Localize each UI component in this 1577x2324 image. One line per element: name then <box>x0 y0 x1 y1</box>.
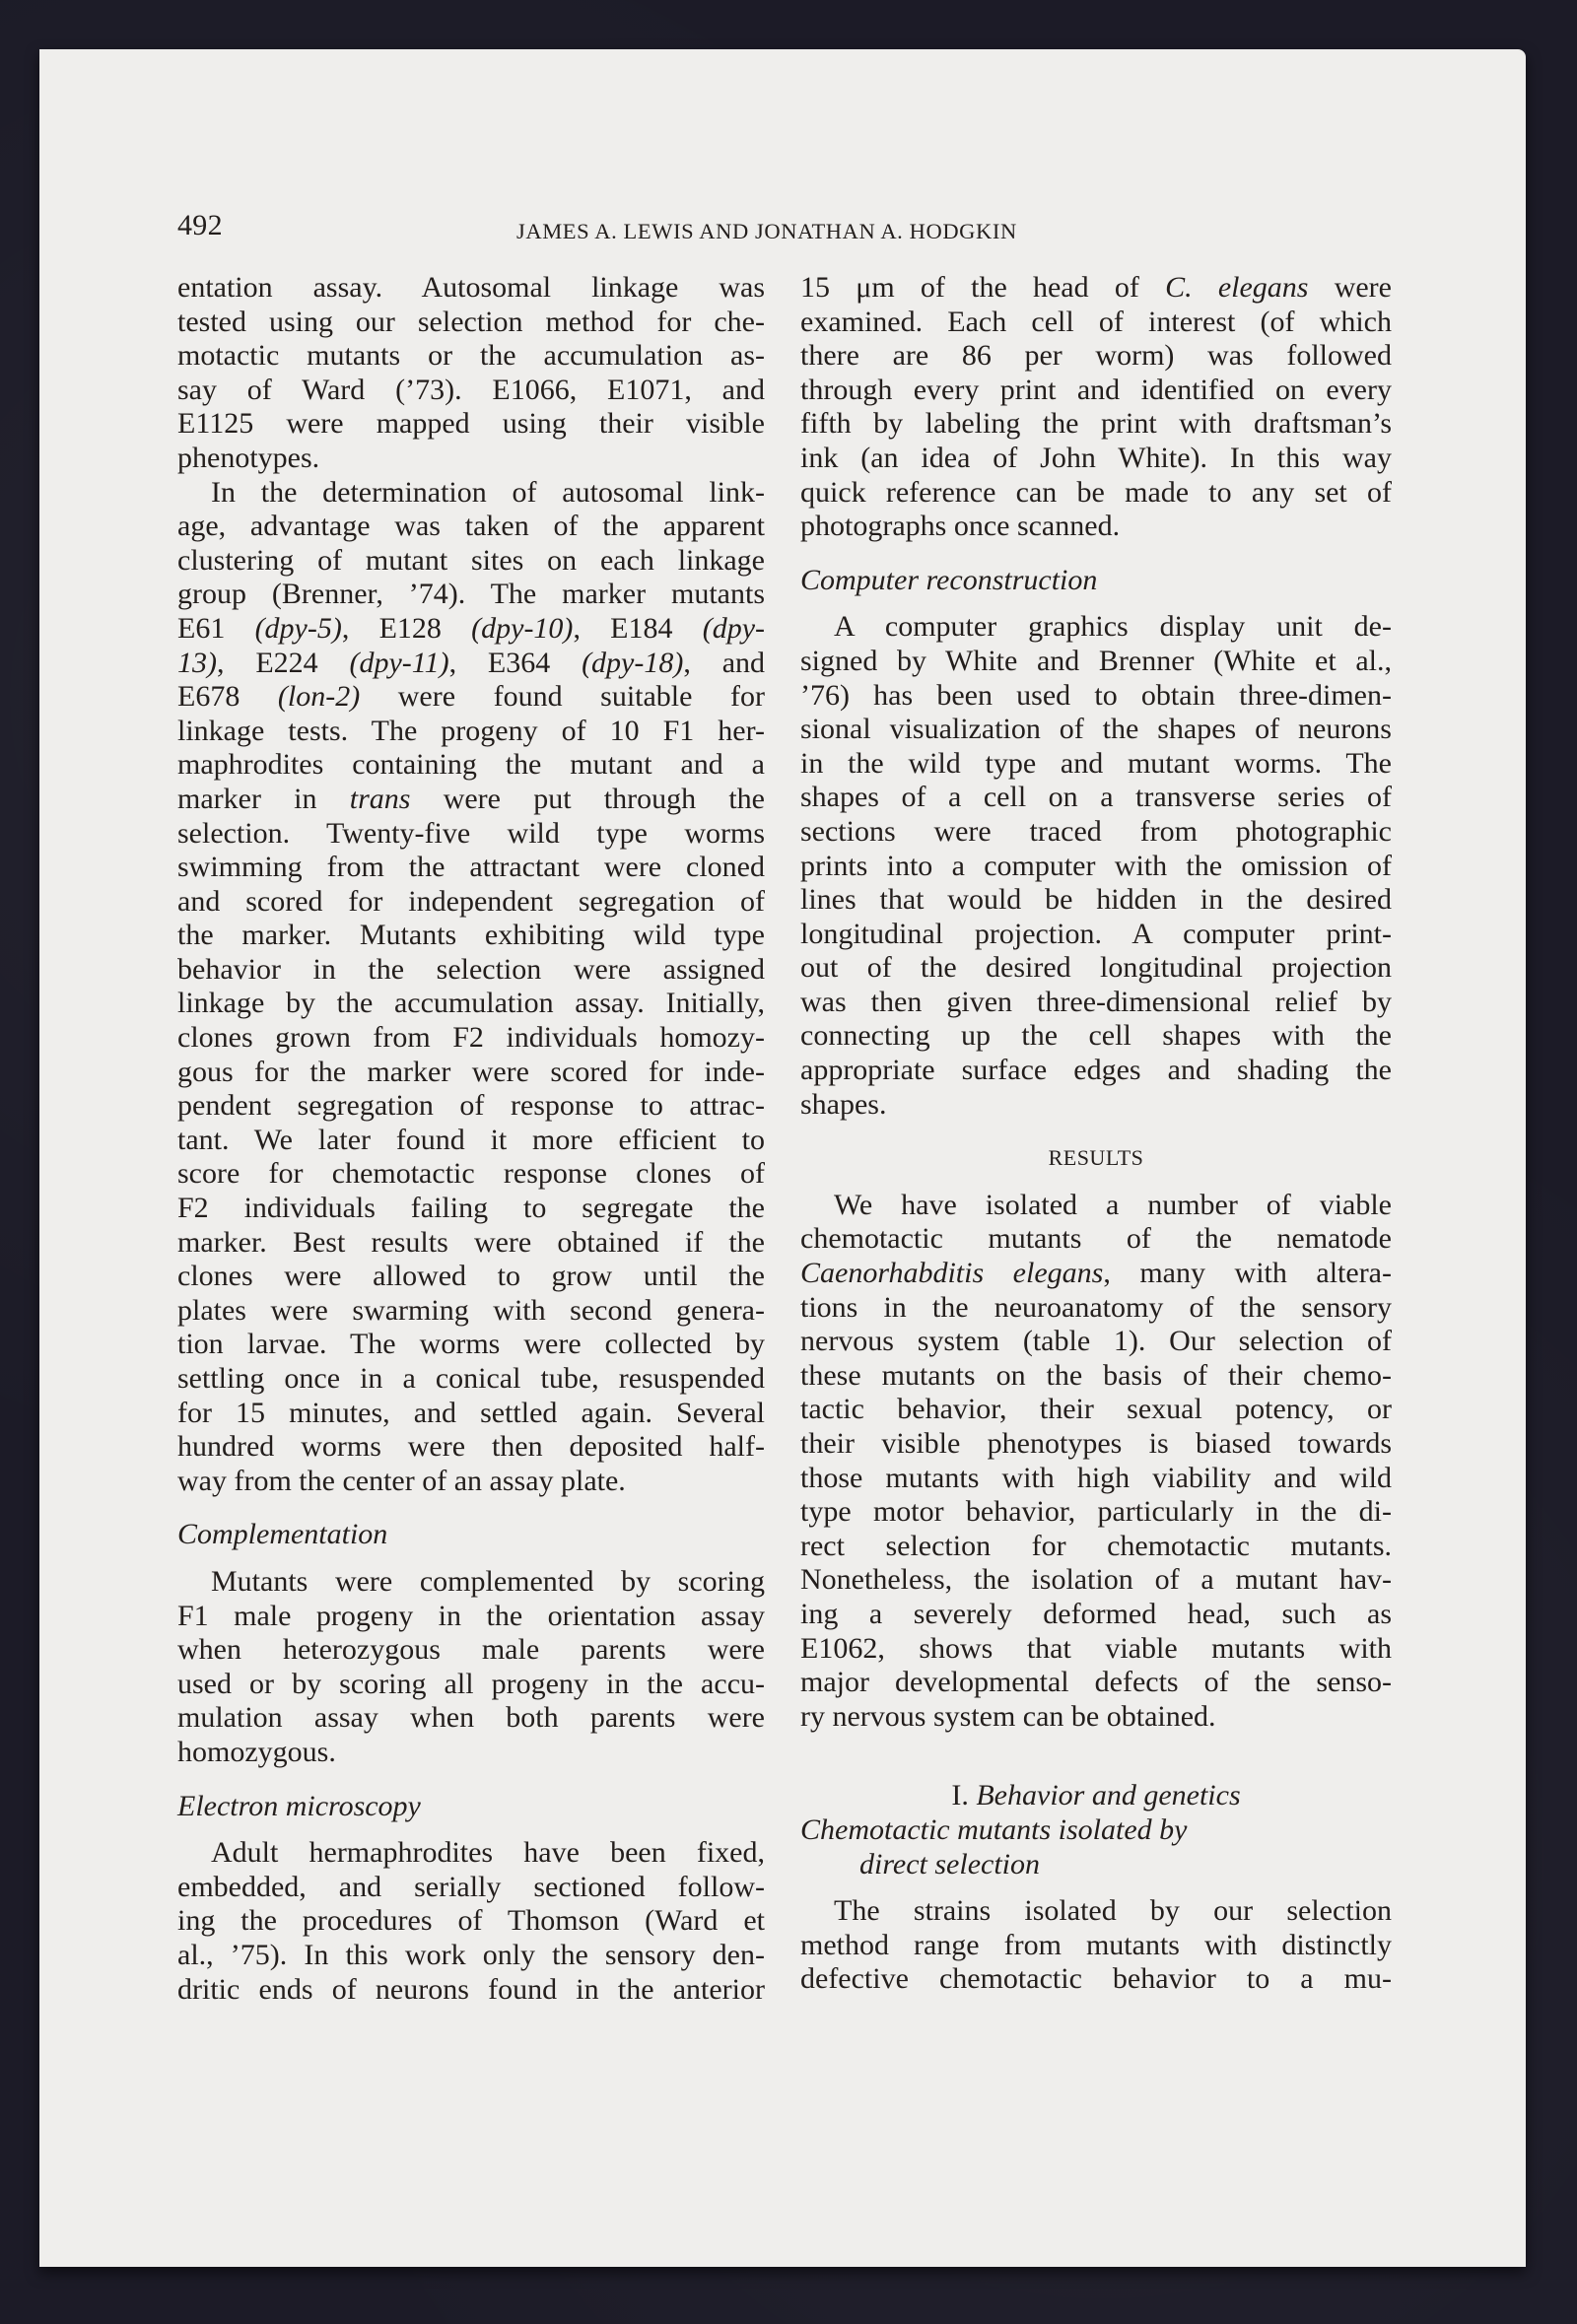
text-line: when heterozygous male parents were <box>177 1633 765 1667</box>
text-line: clones were allowed to grow until the <box>177 1260 765 1293</box>
text-line: signed by White and Brenner (White et al., <box>800 644 1392 677</box>
text-line <box>177 783 765 817</box>
text-line: and scored for independent segregation of <box>177 884 765 918</box>
text-line: maphrodites containing the mutant and a <box>177 748 765 782</box>
gene-name-italic: (dpy-10) <box>471 611 574 645</box>
gene-name-italic: 13) <box>177 646 217 679</box>
text-line <box>177 612 765 647</box>
text-line: tant. We later found it more efficient to <box>177 1123 765 1156</box>
text-line: lines that would be hidden in the desired <box>800 883 1392 917</box>
left-column <box>177 271 765 2007</box>
text-line: way from the center of an assay plate. <box>177 1464 626 1497</box>
text-line: homozygous. <box>177 1735 336 1768</box>
paragraph-results <box>800 1189 1392 1735</box>
text-line: major developmental defects of the senso- <box>800 1666 1392 1699</box>
paragraph-electron-microscopy <box>177 1836 765 2007</box>
text-line: chemotactic mutants of the nematode <box>800 1222 1392 1256</box>
paragraph-em-continued <box>800 271 1392 544</box>
gene-name-italic: (dpy-18) <box>582 646 684 679</box>
text-span: , E364 <box>448 646 583 679</box>
text-span: were found suitable for <box>360 680 765 714</box>
text-span: , E184 <box>573 611 703 645</box>
gene-name-italic: (dpy- <box>702 611 766 645</box>
paragraph-linkage-testing <box>177 271 765 476</box>
right-column <box>800 271 1392 1997</box>
text-line: quick reference can be made to any set of <box>800 475 1392 509</box>
text-line: mulation assay when both parents were <box>177 1701 765 1735</box>
text-line: selection. Twenty-five wild type worms <box>177 816 765 850</box>
gene-name-italic: (dpy-5) <box>254 611 342 645</box>
text-span: , E128 <box>341 611 472 645</box>
text-line: In the determination of autosomal link- <box>211 475 765 509</box>
section-number: I. <box>951 1779 977 1812</box>
text-line: those mutants with high viability and wild <box>800 1461 1392 1494</box>
text-line: al., ’75). In this work only the sensory den- <box>177 1938 765 1971</box>
text-line: gous for the marker were scored for inde- <box>177 1055 765 1088</box>
text-line: marker. Best results were obtained if the <box>177 1225 765 1259</box>
text-line: used or by scoring all progeny in the accu- <box>177 1667 765 1700</box>
text-line: ry nervous system can be obtained. <box>800 1699 1216 1733</box>
text-line: F2 individuals failing to segregate the <box>177 1192 765 1225</box>
text-line: age, advantage was taken of the apparent <box>177 510 765 543</box>
text-line <box>800 1257 1392 1291</box>
text-span: , E224 <box>217 646 350 679</box>
text-line: ink (an idea of John White). In this way <box>800 441 1392 474</box>
gene-name-italic: (lon-2) <box>277 680 361 714</box>
text-line: method range from mutants with distinctly <box>800 1928 1392 1961</box>
text-line: ing the procedures of Thomson (Ward et <box>177 1904 765 1938</box>
text-line: group (Brenner, ’74). The marker mutants <box>177 578 765 611</box>
text-line: their visible phenotypes is biased towards <box>800 1427 1392 1460</box>
paragraph-strains-isolated <box>800 1894 1392 1997</box>
text-line: photographs once scanned. <box>800 510 1121 543</box>
subsection-heading-computer-reconstruction: Computer reconstruction <box>800 563 1098 596</box>
text-line <box>177 680 765 715</box>
paragraph-autosomal-linkage <box>177 476 765 1499</box>
text-line: The strains isolated by our selection <box>834 1894 1392 1928</box>
text-line: score for chemotactic response clones of <box>177 1157 765 1191</box>
text-line: through every print and identified on every <box>800 373 1392 406</box>
text-line: the marker. Mutants exhibiting wild type <box>177 919 765 952</box>
text-line: E1062, shows that viable mutants with <box>800 1631 1392 1665</box>
text-line: rect selection for chemotactic mutants. <box>800 1529 1392 1562</box>
text-span: were <box>1308 271 1392 304</box>
text-line: Mutants were complemented by scoring <box>211 1564 765 1598</box>
paragraph-computer-reconstruction <box>800 610 1392 1122</box>
text-line: type motor behavior, particularly in the di- <box>800 1495 1392 1529</box>
subsection-heading-complementation: Complementation <box>177 1518 388 1551</box>
text-line: linkage tests. The progeny of 10 F1 her- <box>177 714 765 747</box>
text-line: these mutants on the basis of their chemo- <box>800 1358 1392 1392</box>
text-line: prints into a computer with the omission of <box>800 849 1392 882</box>
text-line: entation assay. Autosomal linkage was <box>177 271 765 304</box>
text-line: pendent segregation of response to attrac- <box>177 1089 765 1123</box>
text-line: phenotypes. <box>177 441 320 474</box>
text-line: motactic mutants or the accumulation as- <box>177 339 765 373</box>
text-line: ing a severely deformed head, such as <box>800 1597 1392 1630</box>
text-line: tions in the neuroanatomy of the sensory <box>800 1290 1392 1324</box>
text-line: swimming from the attractant were cloned <box>177 851 765 884</box>
text-span: E61 <box>177 611 255 645</box>
text-line: say of Ward (’73). E1066, E1071, and <box>177 373 765 406</box>
page-number: 492 <box>177 209 223 241</box>
running-head-authors: JAMES A. LEWIS AND JONATHAN A. HODGKIN <box>516 219 1017 243</box>
text-line: behavior in the selection were assigned <box>177 952 765 986</box>
text-line: shapes of a cell on a transverse series of <box>800 781 1392 814</box>
text-line: dritic ends of neurons found in the anterior <box>177 1972 765 2006</box>
paragraph-complementation <box>177 1565 765 1770</box>
text-span: E678 <box>177 680 278 714</box>
text-line: clustering of mutant sites on each linkage <box>177 543 765 577</box>
text-span: , many with altera- <box>1103 1257 1392 1290</box>
section-heading-results: RESULTS <box>1048 1145 1144 1171</box>
text-span: were put through the <box>410 782 765 815</box>
text-line: examined. Each cell of interest (of which <box>800 305 1392 338</box>
text-span: marker in <box>177 782 350 815</box>
text-line: defective chemotactic behavior to a mu- <box>800 1962 1392 1996</box>
text-line: longitudinal projection. A computer print- <box>800 917 1392 950</box>
text-line: clones grown from F2 individuals homozy- <box>177 1021 765 1055</box>
text-line <box>177 647 765 681</box>
text-line: A computer graphics display unit de- <box>834 610 1392 644</box>
text-line: for 15 minutes, and settled again. Several <box>177 1396 765 1429</box>
text-span: , and <box>683 646 766 679</box>
section-title: Behavior and genetics <box>976 1779 1241 1812</box>
text-line: E1125 were mapped using their visible <box>177 407 765 441</box>
text-line: tested using our selection method for che- <box>177 305 765 338</box>
section-heading-behavior-genetics <box>800 1779 1392 1813</box>
species-name-italic: C. elegans <box>1165 271 1309 304</box>
species-name-italic: Caenorhabditis elegans <box>800 1257 1104 1290</box>
text-line <box>800 271 1392 306</box>
text-line: We have isolated a number of viable <box>834 1188 1392 1221</box>
text-line: nervous system (table 1). Our selection of <box>800 1325 1392 1358</box>
text-line: hundred worms were then deposited half- <box>177 1430 765 1464</box>
text-line: plates were swarming with second genera- <box>177 1293 765 1327</box>
text-line: there are 86 per worm) was followed <box>800 339 1392 373</box>
text-line: was then given three-dimensional relief by <box>800 985 1392 1018</box>
text-line: out of the desired longitudinal projection <box>800 951 1392 985</box>
text-line: embedded, and serially sectioned follow- <box>177 1870 765 1903</box>
subsection-heading-chemotactic-mutants-cont: direct selection <box>859 1847 1040 1880</box>
gene-name-italic: (dpy-11) <box>349 646 449 679</box>
text-line: sional visualization of the shapes of neurons <box>800 713 1392 746</box>
text-line: connecting up the cell shapes with the <box>800 1019 1392 1053</box>
text-span: 15 μm of the head of <box>800 271 1166 304</box>
text-line: settling once in a conical tube, resuspended <box>177 1362 765 1395</box>
page-header <box>0 209 1577 248</box>
text-line: Adult hermaphrodites have been fixed, <box>211 1836 765 1870</box>
text-line: ’76) has been used to obtain three-dimen- <box>800 678 1392 712</box>
text-line: linkage by the accumulation assay. Initially, <box>177 987 765 1020</box>
subsection-heading-electron-microscopy: Electron microscopy <box>177 1789 421 1822</box>
text-line: shapes. <box>800 1087 887 1121</box>
text-line: Nonetheless, the isolation of a mutant hav- <box>800 1563 1392 1597</box>
subsection-heading-chemotactic-mutants: Chemotactic mutants isolated by <box>800 1812 1188 1846</box>
text-line: tion larvae. The worms were collected by <box>177 1328 765 1361</box>
text-line: appropriate surface edges and shading the <box>800 1054 1392 1087</box>
text-line: F1 male progeny in the orientation assay <box>177 1599 765 1632</box>
text-line: fifth by labeling the print with draftsman’s <box>800 407 1392 441</box>
text-line: sections were traced from photographic <box>800 814 1392 848</box>
text-line: in the wild type and mutant worms. The <box>800 746 1392 780</box>
term-italic: trans <box>349 782 411 815</box>
text-line: tactic behavior, their sexual potency, or <box>800 1393 1392 1426</box>
